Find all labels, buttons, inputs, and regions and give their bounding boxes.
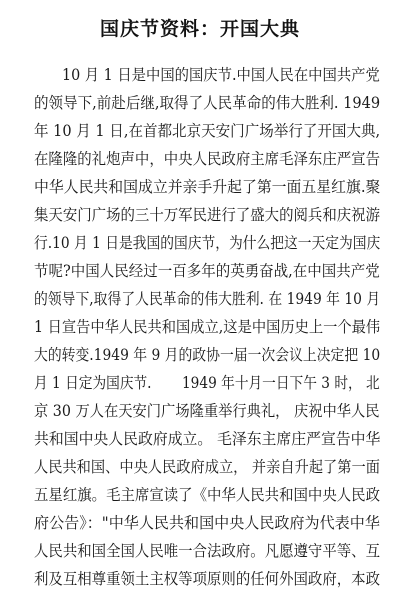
body-line: 五星红旗。毛主席宣读了《中华人民共和国中央人民政 — [34, 486, 381, 504]
body-line: 行.10 月 1 日是我国的国庆节，为什么把这一天定为国庆 — [34, 234, 381, 252]
body-line: 中华人民共和国成立并亲手升起了第一面五星红旗.聚 — [34, 178, 381, 196]
body-line: 大的转变.1949 年 9 月的政协一届一次会议上决定把 10 — [34, 346, 381, 364]
body-line: 利及互相尊重领土主权等项原则的任何外国政府，本政 — [34, 570, 381, 588]
body-line: 月 1 日定为国庆节. 1949 年十月一日下午 3 时， 北 — [34, 374, 380, 392]
body-line: 10 月 1 日是中国的国庆节.中国人民在中国共产党 — [62, 66, 380, 84]
body-line: 集天安门广场的三十万军民进行了盛大的阅兵和庆祝游 — [34, 206, 381, 224]
body-line: 府公告》："中华人民共和国中央人民政府为代表中华 — [34, 514, 380, 532]
page-title: 国庆节资料：开国大典 — [99, 18, 300, 40]
body-line: 在隆隆的礼炮声中，中央人民政府主席毛泽东庄严宣告 — [34, 150, 381, 168]
body-line: 年 10 月 1 日,在首都北京天安门广场举行了开国大典, — [34, 122, 381, 140]
body-line: 共和国中央人民政府成立。 毛泽东主席庄严宣告中华 — [34, 430, 381, 448]
body-line: 的领导下,前赴后继,取得了人民革命的伟大胜利. 1949 — [34, 94, 381, 112]
body-line: 人民共和国、中央人民政府成立， 并亲自升起了第一面 — [34, 458, 380, 476]
body-line: 的领导下,取得了人民革命的伟大胜利. 在 1949 年 10 月 — [34, 290, 381, 308]
body-line: 节呢?中国人民经过一百多年的英勇奋战,在中国共产党 — [34, 262, 380, 280]
body-line: 人民共和国全国人民唯一合法政府。凡愿遵守平等、互 — [34, 542, 381, 560]
body-line: 京 30 万人在天安门广场隆重举行典礼， 庆祝中华人民 — [34, 402, 380, 420]
body-line: 1 日宣告中华人民共和国成立,这是中国历史上一个最伟 — [34, 318, 381, 336]
